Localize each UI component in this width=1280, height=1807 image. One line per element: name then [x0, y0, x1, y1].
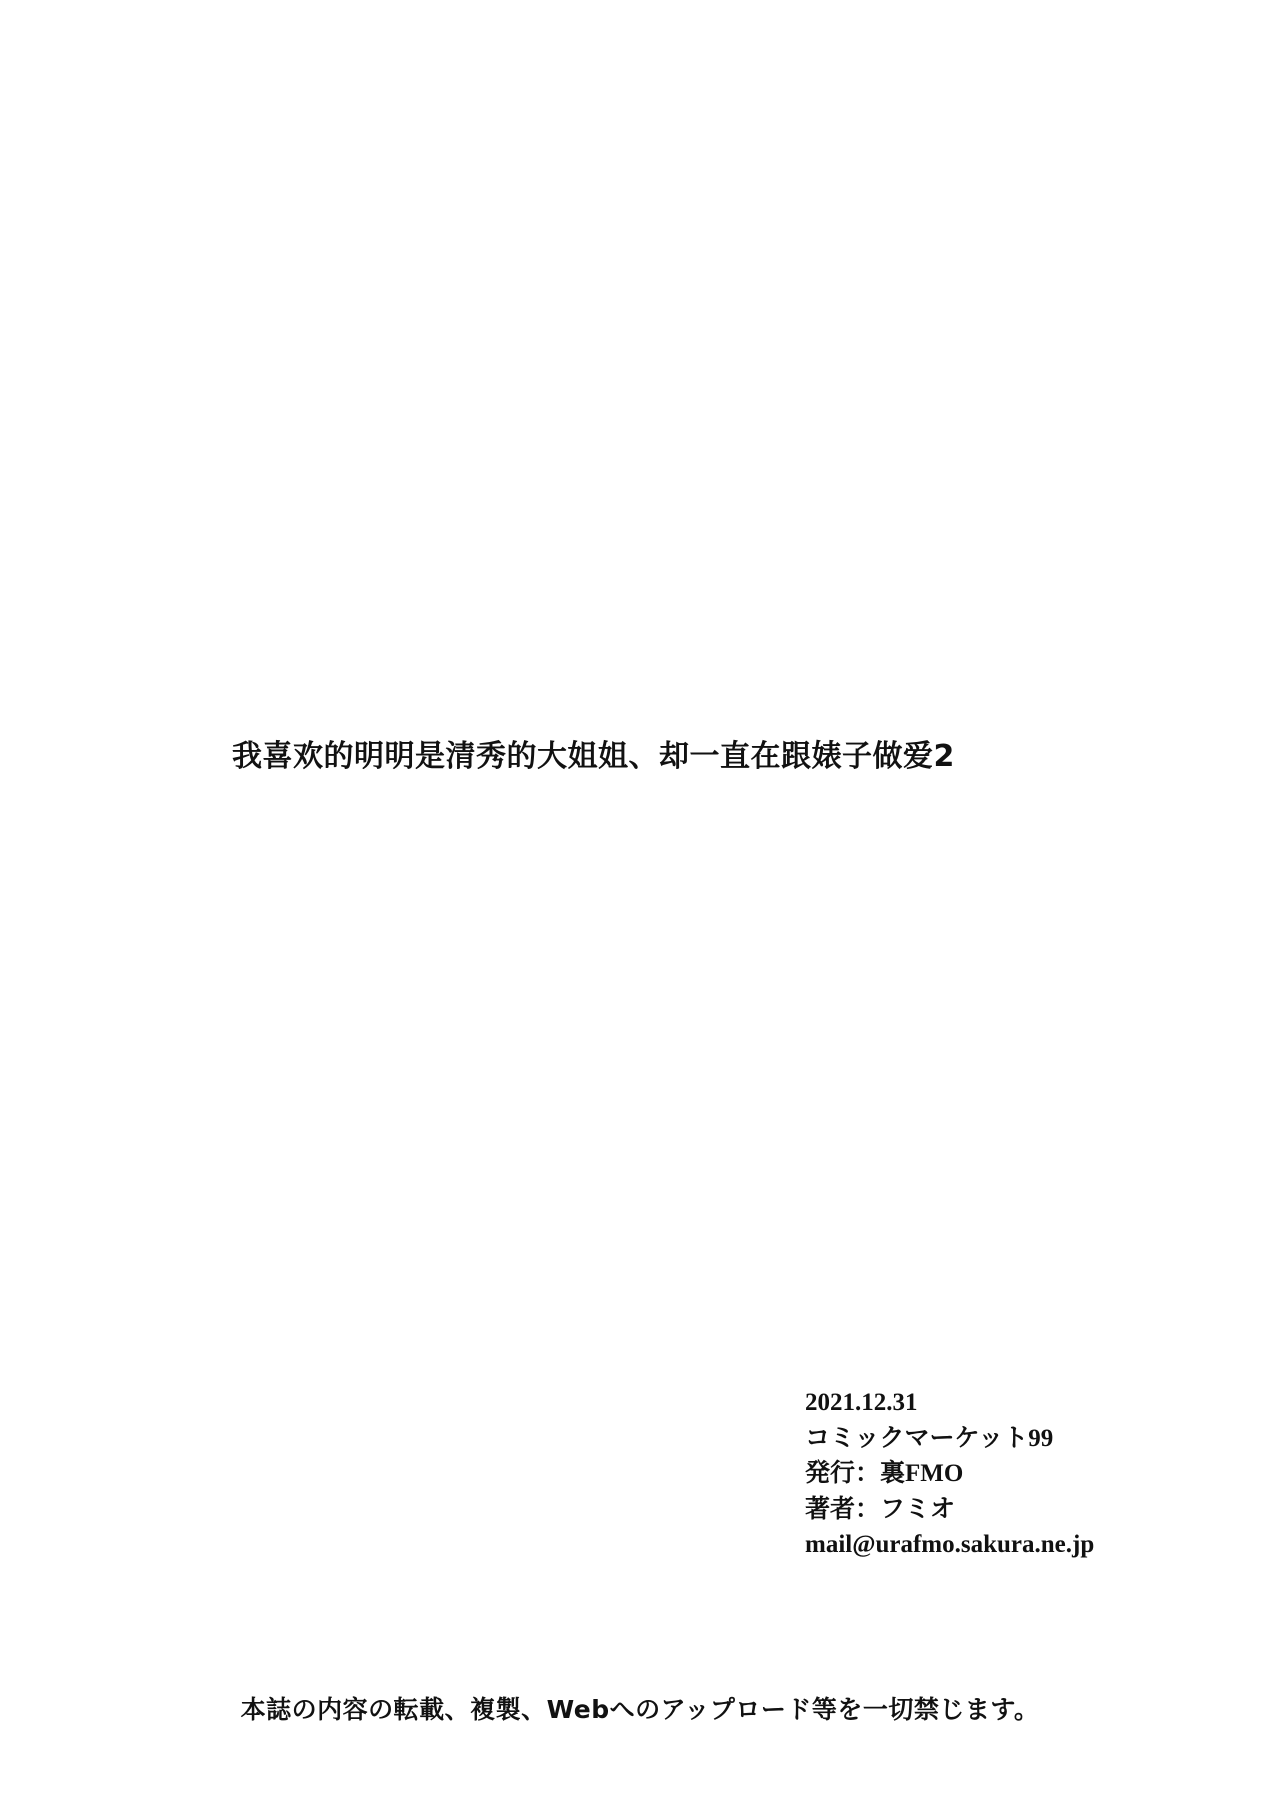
imprint-author: 著者：フミオ [805, 1495, 956, 1523]
imprint-date: 2021.12.31 [805, 1389, 918, 1416]
imprint-publisher: 発行：裏FMO [805, 1460, 964, 1487]
copyright-notice: 本誌の内容の転載、複製、Webへのアップロード等を一切禁じます。 [240, 1695, 1040, 1724]
imprint-event: コミックマーケット99 [805, 1424, 1054, 1452]
imprint-email: mail@urafmo.sakura.ne.jp [805, 1531, 1095, 1558]
imprint-block [805, 1385, 1094, 1563]
page-title: 我喜欢的明明是清秀的大姐姐、却一直在跟婊子做爱2 [232, 739, 955, 774]
